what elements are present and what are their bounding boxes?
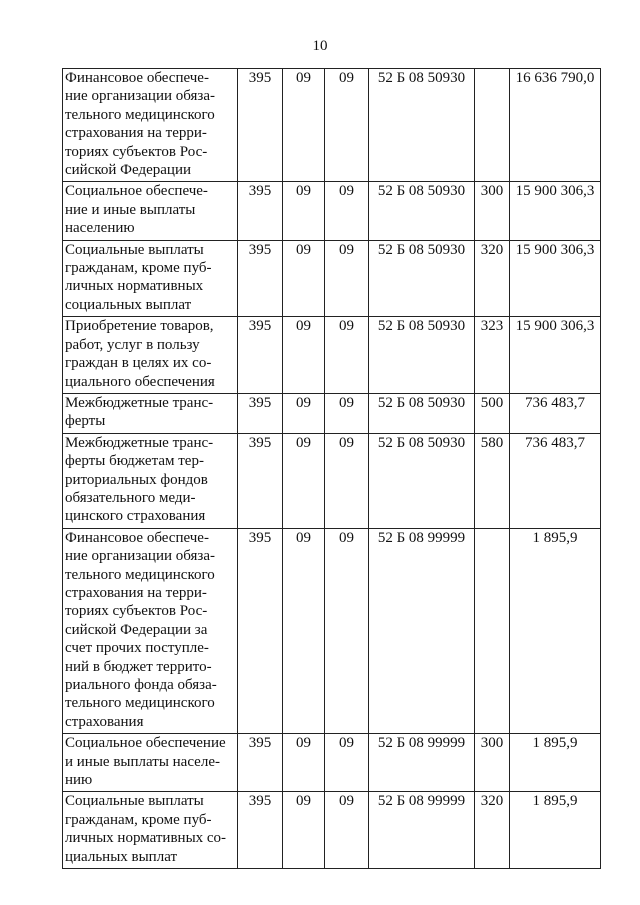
section-cell: 09 [283,792,325,869]
item-name-line: граждан в целях их со- [65,355,212,372]
subsection-cell: 09 [325,317,369,394]
item-name-line: ние и иные выплаты [65,201,196,218]
item-name-line: и иные выплаты населе- [65,753,220,770]
table-row [63,792,601,869]
grbs-cell: 395 [238,433,283,528]
budget-table [62,68,601,869]
table-row [63,393,601,433]
expense-type-cell: 580 [475,433,510,528]
item-name-line: Социальные выплаты [65,793,204,810]
item-name-cell [63,528,238,733]
item-name-line: страхования на терри- [65,584,207,601]
amount-cell: 15 900 306,3 [510,240,601,317]
item-name-line: счет прочих поступле- [65,640,209,657]
table-row [63,240,601,317]
subsection-cell: 09 [325,792,369,869]
item-name-cell [63,734,238,792]
item-name-line: ферты бюджетам тер- [65,453,204,470]
subsection-cell: 09 [325,182,369,240]
table-row [63,433,601,528]
subsection-cell: 09 [325,433,369,528]
item-name-line: Приобретение товаров, [65,318,214,335]
section-cell: 09 [283,734,325,792]
amount-cell: 1 895,9 [510,792,601,869]
item-name-line: нию [65,772,93,789]
item-name-line: Социальное обеспече- [65,183,208,200]
item-name-cell [63,240,238,317]
expense-type-cell [475,69,510,182]
subsection-cell: 09 [325,528,369,733]
amount-cell: 736 483,7 [510,433,601,528]
section-cell: 09 [283,69,325,182]
item-name-line: Социальное обеспечение [65,735,226,752]
item-name-line: тельного медицинского [65,566,215,583]
amount-cell: 1 895,9 [510,734,601,792]
item-name-line: Финансовое обеспече- [65,529,209,546]
subsection-cell: 09 [325,69,369,182]
subsection-cell: 09 [325,240,369,317]
subsection-cell: 09 [325,734,369,792]
item-name-line: циальных выплат [65,848,178,865]
item-name-line: населению [65,220,135,237]
item-name-line: личных нормативных со- [65,830,227,847]
table-row [63,317,601,394]
target-article-cell: 52 Б 08 99999 [369,734,475,792]
grbs-cell: 395 [238,734,283,792]
item-name-line: личных нормативных [65,278,204,295]
item-name-line: Финансовое обеспече- [65,70,209,86]
section-cell: 09 [283,317,325,394]
target-article-cell: 52 Б 08 50930 [369,240,475,317]
item-name-cell [63,182,238,240]
item-name-line: страхования на терри- [65,125,207,142]
item-name-line: ний в бюджет террито- [65,658,212,675]
grbs-cell: 395 [238,528,283,733]
target-article-cell: 52 Б 08 50930 [369,433,475,528]
expense-type-cell [475,528,510,733]
item-name-cell [63,792,238,869]
table-row [63,528,601,733]
item-name-line: тельного медицинского [65,106,215,123]
expense-type-cell: 300 [475,182,510,240]
amount-cell: 16 636 790,0 [510,69,601,182]
target-article-cell: 52 Б 08 50930 [369,182,475,240]
expense-type-cell: 320 [475,240,510,317]
item-name-line: Межбюджетные транс- [65,434,214,451]
expense-type-cell: 300 [475,734,510,792]
amount-cell: 1 895,9 [510,528,601,733]
target-article-cell: 52 Б 08 99999 [369,528,475,733]
section-cell: 09 [283,528,325,733]
section-cell: 09 [283,433,325,528]
item-name-line: работ, услуг в пользу [65,336,200,353]
item-name-line: сийской Федерации за [65,621,208,638]
grbs-cell: 395 [238,317,283,394]
grbs-cell: 395 [238,393,283,433]
target-article-cell: 52 Б 08 50930 [369,69,475,182]
table-row [63,734,601,792]
section-cell: 09 [283,393,325,433]
table-row [63,182,601,240]
subsection-cell: 09 [325,393,369,433]
item-name-line: социальных выплат [65,296,192,313]
item-name-cell [63,393,238,433]
item-name-line: страхования [65,713,144,730]
target-article-cell: 52 Б 08 50930 [369,317,475,394]
item-name-cell [63,317,238,394]
item-name-line: тельного медицинского [65,695,215,712]
page-number: 10 [312,38,328,54]
expense-type-cell: 320 [475,792,510,869]
item-name-cell [63,433,238,528]
expense-type-cell: 500 [475,393,510,433]
item-name-line: ферты [65,413,106,430]
item-name-line: ние организации обяза- [65,548,215,565]
item-name-line: риториальных фондов [65,471,208,488]
item-name-line: ториях субъектов Рос- [65,143,208,160]
grbs-cell: 395 [238,182,283,240]
item-name-line: циального обеспечения [65,373,215,390]
item-name-line: Межбюджетные транс- [65,394,214,411]
amount-cell: 15 900 306,3 [510,182,601,240]
expense-type-cell: 323 [475,317,510,394]
item-name-line: ние организации обяза- [65,88,215,105]
item-name-line: ториях субъектов Рос- [65,603,208,620]
item-name-line: гражданам, кроме пуб- [65,260,212,277]
item-name-line: гражданам, кроме пуб- [65,811,212,828]
section-cell: 09 [283,182,325,240]
target-article-cell: 52 Б 08 99999 [369,792,475,869]
section-cell: 09 [283,240,325,317]
item-name-line: Социальные выплаты [65,241,204,258]
amount-cell: 15 900 306,3 [510,317,601,394]
grbs-cell: 395 [238,69,283,182]
item-name-line: обязательного меди- [65,489,196,506]
item-name-line: сийской Федерации [65,162,192,179]
amount-cell: 736 483,7 [510,393,601,433]
grbs-cell: 395 [238,792,283,869]
item-name-cell [63,69,238,182]
target-article-cell: 52 Б 08 50930 [369,393,475,433]
item-name-line: цинского страхования [65,508,206,525]
grbs-cell: 395 [238,240,283,317]
budget-table-body [63,69,601,869]
item-name-line: риального фонда обяза- [65,677,217,693]
table-row [63,69,601,182]
